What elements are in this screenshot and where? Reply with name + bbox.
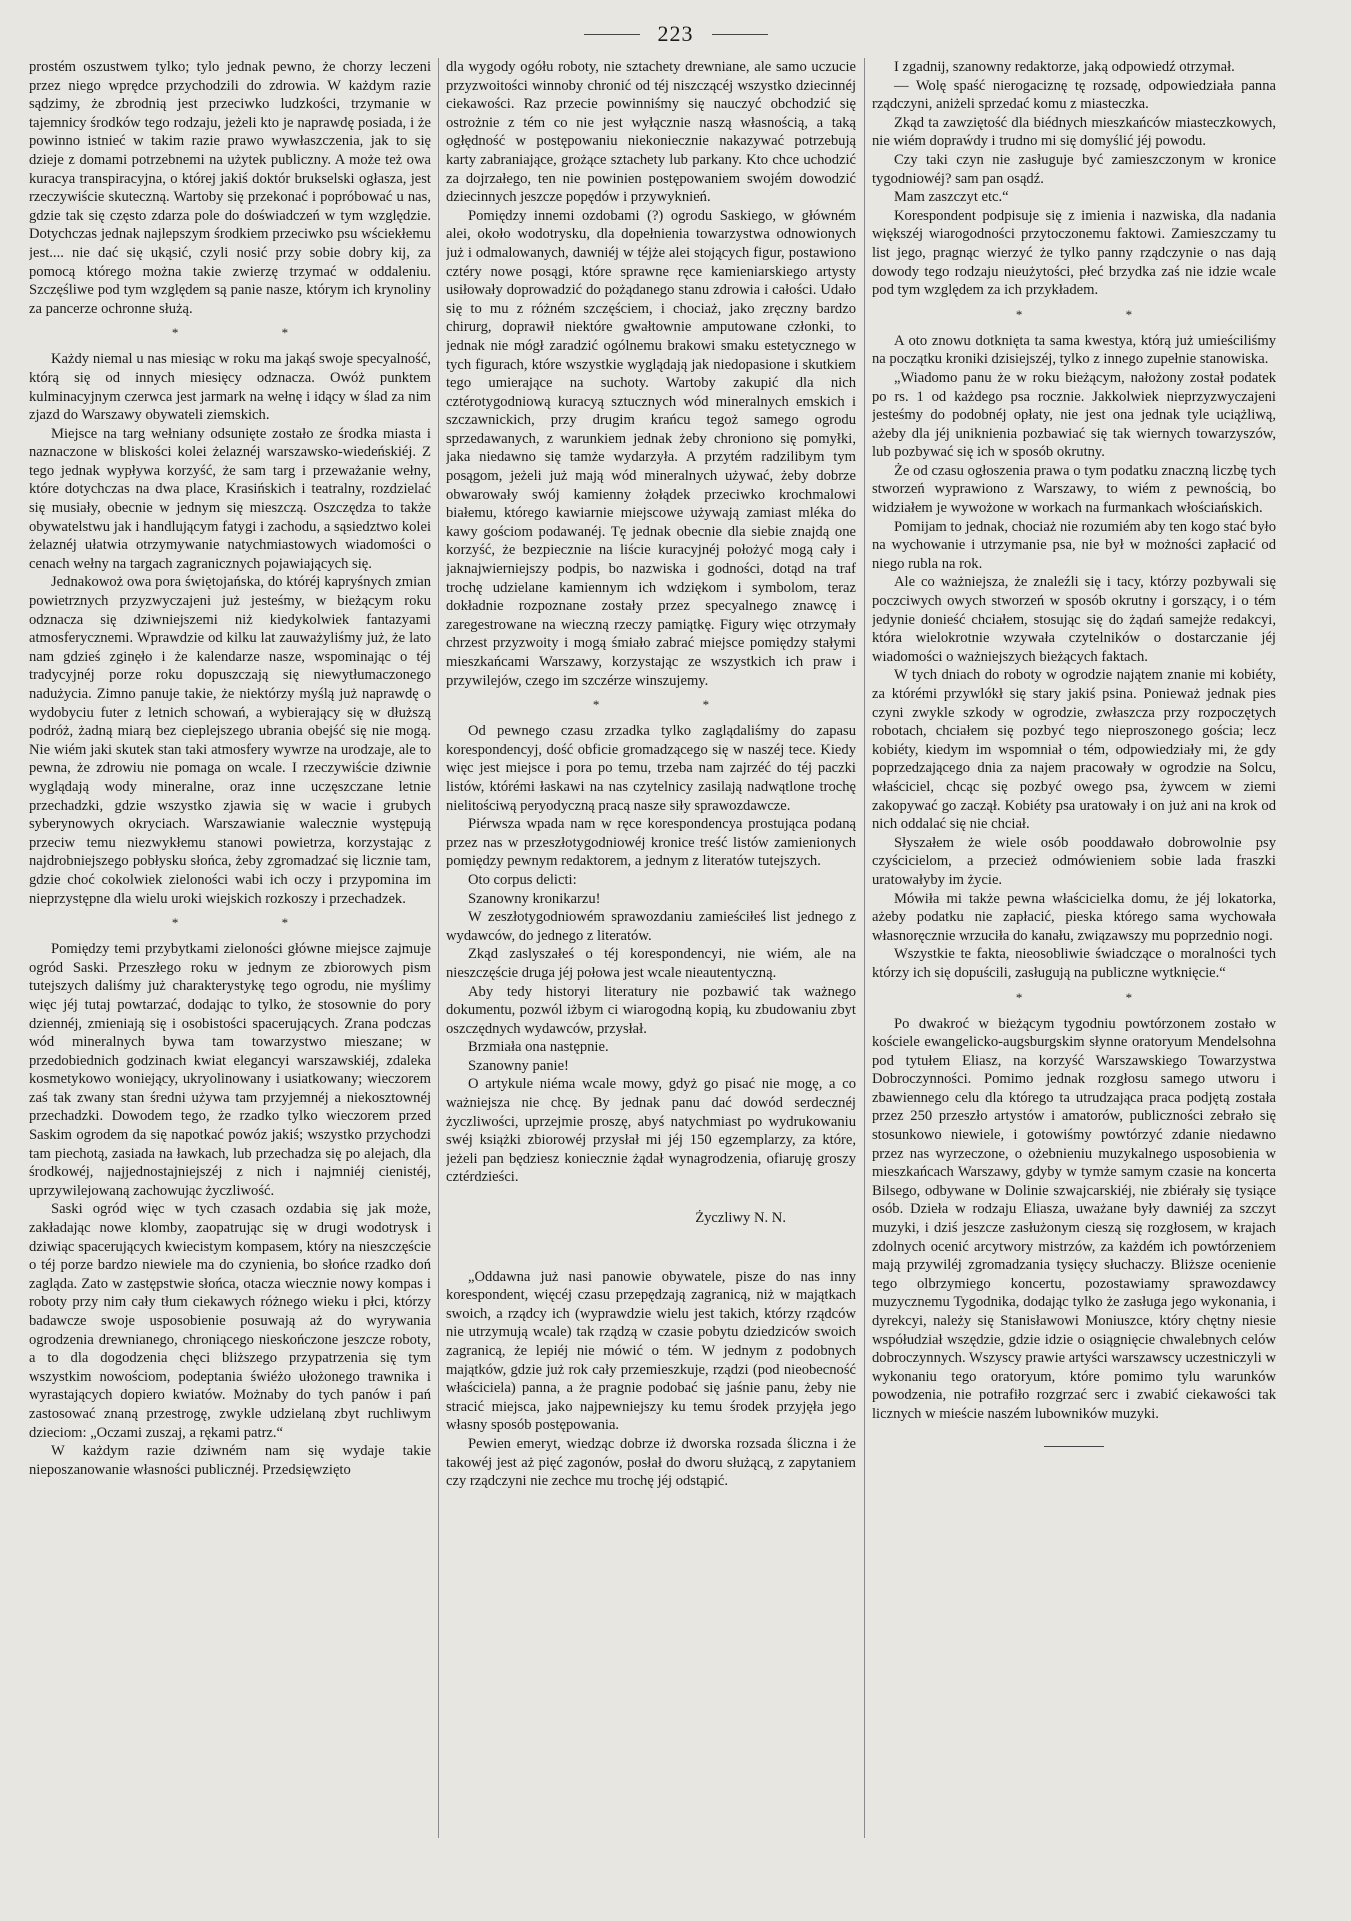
header-rule-left (584, 34, 640, 35)
header-rule-right (712, 34, 768, 35)
paragraph: Aby tedy historyi literatury nie pozbawić tak ważnego dokumentu, pozwól iżbym ci wiarogodną kopią, ku zbudowaniu zbyt oszczędnych wydawców, przysłał. (446, 983, 856, 1037)
paragraph: Mówiła mi także pewna właścicielka domu, że jéj lokatorka, ażeby podatku nie zapłacić, pieska którego sama wychowała własnoręcznie wrzuciła do kanału, związawszy mu poprzednio nogi. (872, 890, 1276, 944)
section-separator: * * (592, 697, 760, 713)
page-number: 223 (657, 21, 694, 46)
paragraph: Pewien emeryt, wiedząc dobrze iż dworska rozsada śliczna i że takowéj jest aż pięć zagonów, posłał do dworu służącą, z zapytaniem czy rządczyni nie zechce mu trochę jéj odstąpić. (446, 1435, 856, 1490)
paragraph: W zeszłotygodniowém sprawozdaniu zamieściłeś list jednego z wydawców, do jednego z literatów. (446, 909, 856, 944)
paragraph: Wszystkie te fakta, nieosobliwie świadczące o moralności tych którzy ich się dopuścili, zasługują na publiczne wytknięcie.“ (872, 946, 1276, 981)
paragraph: Czy taki czyn nie zasługuje być zamieszczonym w kronice tygodniowéj? sam pan osądź. (872, 151, 1276, 187)
paragraph: prostém oszustwem tylko; tylo jednak pewno, że chorzy leczeni przez niego wprędce przychodzili do zdrowia. W każdym razie sądzimy, że zbrodnią jest przeciwko ludzkości, trzymanie w tajemnicy środków tego rodzaju, jeżeli kto je naprawdę posiada, i że powinno istnieć w takim razie prawo wywłaszczenia, jak to się dzieje z domami potrzebnemi na użytek publiczny. A może też owa kuracya transpiracyjna, o której jakiś doktór brukselski ogłasza, jest rzeczywiście skuteczną. Wartoby się przekonać i popróbować u nas, gdzie tak się często zdarza pole do doświadczeń w tym względzie. Dotychczas jednak najlepszym środkiem przeciwko psu wściekłemu jest.... nie dać się ukąsić, czyli nosić przy sobie dobry kij, za pomocą którego można takie zwierzę trzymać w oddaleniu. Szczęśliwe pod tym względem są panie nasze, którym ich krynoliny za pancerze ochronne służą. (29, 59, 431, 317)
paragraph: dla wygody ogółu roboty, nie sztachety drewniane, ale samo uczucie przyzwoitości winnoby chronić od téj niszczącéj wszystko dziecinnéj ciekawości. Raz przecie powinniśmy się nauczyć obchodzić się ostrożnie z tém co nie jest wyłącznie naszą własnością, a taką ogłędność w postępowaniu niekoniecznie nakazywać potrzebują karty zabraniające, grożące sztachety lub parkany. Kto chce uchodzić za dojrzałego, ten nie powinien postępowaniem swojém dowodzić dziecinnych jeszcze popędów i przywyknień. (446, 59, 856, 206)
section-separator: * * (171, 325, 339, 341)
page-header (0, 14, 1351, 54)
paragraph: Pomijam to jednak, chociaż nie rozumiém aby ten kogo stać było na wychowanie i utrzymanie psa, nie był w możności zapłacić od niego rubla na rok. (872, 518, 1276, 572)
paragraph: „Wiadomo panu że w roku bieżącym, nałożony został podatek po rs. 1 od każdego psa rocznie. Jakkolwiek nieprzyzwyczajeni jesteśmy do podobnéj opłaty, nie jest ona jednak tyle uciążliwą, ażeby dla jéj uniknienia pozbawiać się tak wiernych towarzyszów, lub pozbywać się ich w sposób okrutny. (872, 369, 1276, 461)
paragraph: Brzmiała ona następnie. (468, 1039, 609, 1056)
column-1 (29, 58, 431, 1898)
section-separator: * * (1015, 306, 1183, 322)
paragraph: Każdy niemal u nas miesiąc w roku ma jakąś swoje specyalność, którą się od innych miesięcy odznacza. Owóż punktem kulminacyjnym czerwca jest jarmark na wełnę i idący w ślad za nim zjazd do Warszawy obywateli ziemskich. (29, 351, 431, 424)
paragraph: Piérwsza wpada nam w ręce korespondencya prostująca podaną przez nas w przeszłotygodniowéj kronice treść listów zamienionych pomiędzy pewnym redaktorem, a jednym z literatów tutejszych. (446, 816, 856, 870)
column-rule-2 (864, 58, 865, 1838)
paragraph: Ale co ważniejsza, że znaleźli się i tacy, którzy pozbywali się poczciwych owych stworzeń w sposób okrutny i gorszący, i o tém jedynie donieść chciałem, stosując się do żądań samejże redakcyi, która wielokrotnie wzywała czytelników o dostarczanie jéj wiadomości o ważniejszych bieżących faktach. (872, 574, 1276, 665)
paragraph: A oto znowu dotknięta ta sama kwestya, którą już umieściliśmy na początku kroniki dzisiejszéj, tylko z innego zupełnie stanowiska. (872, 332, 1276, 368)
paragraph: Po dwakroć w bieżącym tygodniu powtórzonem zostało w kościele ewangelicko-augsburgskim słynne oratoryum Mendelsohna pod tytułem Eliasz, na korzyść Warszawskiego Towarzystwa Dobroczynności. Pomimo jednak rozgłosu samego utworu i zbawiennego celu dla którego ta utrudzająca praca podjętą została przez 250 przeszło artystów i amatorów, publiczności zebrało się stosunkowo niewiele, i gotowiśmy powtórzyć zdanie niedawno przez nas wyrzeczone, o ożebnieniu muzykalnego usposobienia w mieszkańcach Warszawy, gdyby w tymże samym czasie na koncerta Bilsego, odbywane w Dolinie szwajcarskiéj, nie zbiérały się tysiące osób. Dzieła w rodzaju Eliasza, uważane były dawniéj za szczyt muzyki, i dziś jeszcze zasłużonym cieszą się rozgłosem, w krajach zdolnych ocenić arcytwory mistrzów, za każdém ich powtórzeniem mają przywiléj zgromadzania tysięcy słuchaczy. Bliższe ocenienie tego olbrzymiego koncertu, pozostawiamy sprawozdawcy muzycznemu Tygodnika, dodając tylko że zasługa jego wykonania, i dyrekcyi, należy się Stanisławowi Moniuszce, który chętny niesie współudział wszędzie, gdzie idzie o osiągnięcie chwalebnych celów dobroczynnych. Wszyscy prawie artyści warszawscy uczestniczyli w wykonaniu tego oratoryum, które pomimo tylu warunków powodzenia, nie potrafiło rozgrzać serc i zwabić ciekawości tak licznych w mieście naszém lubowników muzyki. (872, 1015, 1276, 1422)
letter-signature: Życzliwy N. N. (695, 1210, 786, 1227)
paragraph: Pomiędzy innemi ozdobami (?) ogrodu Saskiego, w główném alei, około wodotrysku, dla dopełnienia towarzystwa odnowionych już i odmalowanych, dawniéj w téjże alei stojących figur, postawiono cztéry nowe posągi, które sprawne ręce kamieniarskiego artysty usiłowały doprowadzić do pożądanego stanu zdrowia i całości. Udało się to mu z różném szczęściem, i chociaż, jako zręczny bardzo chirurg, doprawił niektóre gwałtownie amputowane członki, to jednak nie mógł zaradzić ogólnemu brakowi smaku estetycznego w tych figurach, które wszystkie wyglądają jak niedopasione i skutkiem tego umierające na suchoty. Wartoby zakupić dla nich cztérotygodniową kuracyą sztucznych wód mineralnych emskich i szczawnickich, przy drugim krańcu tegoż samego ogrodu sprzedawanych, z warunkiem jednak żeby chroniono się pomyłki, jaka niedawno się tamże wydarzyła. A przytém radzilibym tym posągom, jeżeli już mają wód mineralnych używać, żeby dobrze obwarowały swój kamienny żołądek przeciwko krochmalowi białemu, którego kawiarnie miejscowe używają zamiast mléka do kawy gościom podawanéj. Tę jednak obecnie dla siebie znajdą one korzyść, że bezpiecznie na liście kuracyjnéj położyć mogą cały i jaknajwierniejszy podpis, bo nazwiska i godności, dotąd na traf trochę udzielane kamiennym ich wdziękom i symbolom, teraz dokładnie rozpoznane zostały przez specyalnego znawcę i zaregestrowane na wieczną rzeczy pamiątkę. Figury więc otrzymały chrzest przyzwoity i mogą śmiało zabrać miejsce pomiędzy stałymi mieszkańcami Warszawy, korzystając ze wszystkich ich praw i przywilejów, czego im szczérze winszujemy. (446, 207, 856, 689)
paragraph: Zkąd ta zawziętość dla biédnych mieszkańców miasteczkowych, nie wiém dopraẃdy i trudno mi się domyślić jéj powodu. (872, 114, 1276, 150)
column-3 (872, 58, 1276, 1898)
paragraph: Miejsce na targ wełniany odsunięte zostało ze środka miasta i naznaczone w bliskości kolei żelaznéj warszawsko-wiedeńskiéj. Z tego jednak wypływa korzyść, że sam targ i przeważanie wełny, które dotychczas na dwa place, Krasińskich i teatralny, rozdzielać się musiały, obecnie w jednym się mieszczą. Oszczędza to także obywatelstwu jak i handlującym fatygi i zachodu, a sąsiedztwo kolei żelaznéj ułatwia otrzymywanie natychmiastowych wiadomości o cenach wełny na targach zagranicznych pojawiających się. (29, 425, 431, 572)
paragraph: Zkąd zaslyszałeś o téj korespondencyi, nie wiém, ale na nieszczęście druga jéj połowa jest wcale nieautentyczną. (446, 946, 856, 981)
paragraph: Mam zaszczyt etc.“ (894, 189, 1009, 206)
paragraph: Oto corpus delicti: (468, 871, 577, 888)
paragraph: Jednakowoż owa pora świętojańska, do któréj kapryśnych zmian powietrznych przyzwyczajeni już jesteśmy, w bieżącym roku odznacza się dziwniejszemi niż kiedykolwiek fantazyami atmosferycznemi. Wprawdzie od kilku lat zauważyliśmy już, że lato nam gdzieś zginęło i że kalendarze nasze, wspominając o téj tradycyjnéj porze roku dopuszczają się niewytłumaczonego nadużycia. Zimno panuje takie, że niektórzy myślą już naprawdę o wydobyciu futer z letnich schowań, a wybierający się w dłuższą podróż, żadną miarą bez cieplejszego ubrania obejść się nie mogą. Nie wiém jaki skutek stan taki atmosfery wywrze na urodzaje, ale to pewna, że zdrowiu nie pomaga on wcale. I rzeczywiście dziwnie wyglądają wody mineralne, oraz inne uczęszczane letnie przechadzki, gdzie wszystko zjawia się w wacie i grubych syberynowych okryciach. Warszawianie walecznie występują przeciw temu niezwykłemu stanowi powietrza, korzystając z najdrobniejszego pobłysku słońca, żeby zgromadzać się licznie tam, gdzie choć cokolwiek zieloności wabi ich oczy i przypomina im nieprzystępne dla wielu uroki wiejskich rozkoszy i przechadzek. (29, 574, 431, 907)
paragraph: Szanowny kronikarzu! (468, 890, 601, 907)
paragraph: I zgadnij, szanowny redaktorze, jaką odpowiedź otrzymał. (894, 59, 1235, 75)
paragraph: Że od czasu ogłoszenia prawa o tym podatku znaczną liczbę tych stworzeń wyprawiono z Warszawy, to wiém z pewnością, bo widziałem je wywożone w workach na furmankach włościańskich. (872, 462, 1276, 517)
paragraph: O artykule niéma wcale mowy, gdyż go pisać nie mogę, a co ważniejsza nie chcę. By jednak panu dać dowód serdecznéj życzliwości, uprzejmie proszę, abyś natychmiast po wydrukowaniu swéj książki zbiorowéj przysłał mi jéj 150 egzemplarzy, za które, jeżeli pan będziesz koniecznie żądał wynagrodzenia, ofiaruję groszy cztérdzieści. (446, 1076, 856, 1186)
paragraph: Saski ogród więc w tych czasach ozdabia się jak może, zakładając nowe klomby, zaopatrując się w drugi wodotrysk i dziwiąc spacerujących kwiecistym kompasem, który na nieszczęście o téj porze bardzo niewiele ma do czynienia, bo słońce rzadko doń zagląda. Zato w zastępstwie słońca, otacza wiecznie nowy kompas i roboty przy nim cały tłum ciekawych różnego wieku i płci, którzy badawcze swoje usposobienie posuwają aż do wyrywania ogrodzenia drewnianego, chroniącego nieskończone jeszcze roboty, a to dla dogodzenia chęci bliższego przypatrzenia się tym wszystkim nowościom, podeptania świéżo ułożonego trawnika i wyrastających dopiero kwiatów. Możnaby do tych panów i pań zastosować znaną przestrogę, zwykle udzielaną zbyt ruchliwym dzieciom: „Oczami zuszaj, a rękami patrz.“ (29, 1201, 431, 1441)
paragraph: Szanowny panie! (468, 1057, 569, 1074)
paragraph: W tych dniach do roboty w ogrodzie najątem znanie mi kobiéty, za którémi przywlókł się stary jakiś psina. Ponieważ jednak pies czyni zwykle szkody w ogrodzie, zwłaszcza przy rozpoczętych robotach, chciałem się pozbyć tego nieproszonego gościa; lecz kobiéty, kiedym im wspomniał o tém, odpowiedziały mi, że gdy poprzedzającego dnia za najem pracowały w ogrodzie na Solcu, właściciel, chcąc się pozbyć owego psa, żywcem w ziemi zakopywać go zaczął. Kobiéty psa uratowały i on już ani na krok od nich oddalać się nie chciał. (872, 667, 1276, 833)
paragraph: Korespondent podpisuje się z imienia i nazwiska, dla nadania większéj wiarogodności przytoczonemu faktowi. Zamieszczamy tu list jego, pragnąc wierzyć że tylko panny rządczynie o nas dają dowody tego rodzaju nieużytości, płeć brzydka zaś nie idzie wcale pod tym względem za ich przykładem. (872, 207, 1276, 299)
paragraph: Od pewnego czasu zrzadka tylko zaglądaliśmy do zapasu korespondencyj, dość obficie gromadzącego się w naszéj tece. Kiedy więc jest miejsce i pora po temu, trzeba nam zajrzéć do téj paczki listów, którémi łaskawi na nas czytelnicy zasilają nadwątlone trochę nielitościwą peryodyczną pracą nasze siły sprawozdawcze. (446, 723, 856, 814)
column-rule-1 (438, 58, 439, 1838)
section-separator: * * (1015, 989, 1183, 1005)
end-rule (1044, 1446, 1104, 1447)
paragraph: Słyszałem że wiele osób pooddawało dobrowolnie psy czyścicielom, a przecież odmówieniem sobie lada fraszki uratowałyby im życie. (872, 834, 1276, 888)
paragraph: „Oddawna już nasi panowie obywatele, pisze do nas inny korespondent, więcéj czasu przepędzają zagranicą, niż w majątkach swoich, a rządcy ich (wyprawdzie wielu jest takich, którzy rządców nie utrzymują wcale) tak rządzą w czasie pobytu dziedziców swoich zagranicą, że lepiéj nie mówić o tém. W jednym z podobnych majątków, gdzie już rok cały przemieszkuje, rządzi (pod nieobecność właściciela) panna, a że pragnie podobać się jaśnie panu, żeby nie stracić miejsca, jako najpewniejszy ku temu środek przyjęła jego własny sposób postępowania. (446, 1268, 856, 1434)
paragraph: — Wolę spaść nierogaciznę tę rozsadę, odpowiedziała panna rządczyni, aniżeli sprzedać komu z miasteczka. (872, 77, 1276, 113)
paragraph: W każdym razie dziwném nam się wydaje takie nieposzanowanie własności publicznéj. Przedsięwzięto (29, 1443, 431, 1478)
column-2 (446, 58, 856, 1898)
paragraph: Pomiędzy temi przybytkami zieloności główne miejsce zajmuje ogród Saski. Przeszłego roku w jednym ze zbiorowych pism tutejszych daliśmy już charakterystykę tego ogrodu, nie myślimy więc jéj tutaj powtarzać, dodając to tylko, że stosownie do pory dziennéj, zmieniają się i osobistości spacerujących. Zrana podczas wód mineralnych bywa tam towarzystwo mieszane; w przedobiednich godzinach kwiat elegancyi warszawskiéj, zdaleka kosmetykowo woniejący, ukryolinowany i usiatkowany; wieczorem zaś tak zwany stan średni używa tam przyjemnéj a niekosztownéj przechadzki. Dowodem tego, że rzadko tylko wieczorem przed Saskim ogrodem da się napotkać powóz jakiś; wszystko przychodzi tam piechotą, zasiada na ławkach, lub przechadza się po alejach, dla środkowéj, najjednostajniejszéj z nich i najmniéj cienistéj, uprzywilejowaną zachowując życzliwość. (29, 941, 431, 1199)
section-separator: * * (171, 915, 339, 931)
